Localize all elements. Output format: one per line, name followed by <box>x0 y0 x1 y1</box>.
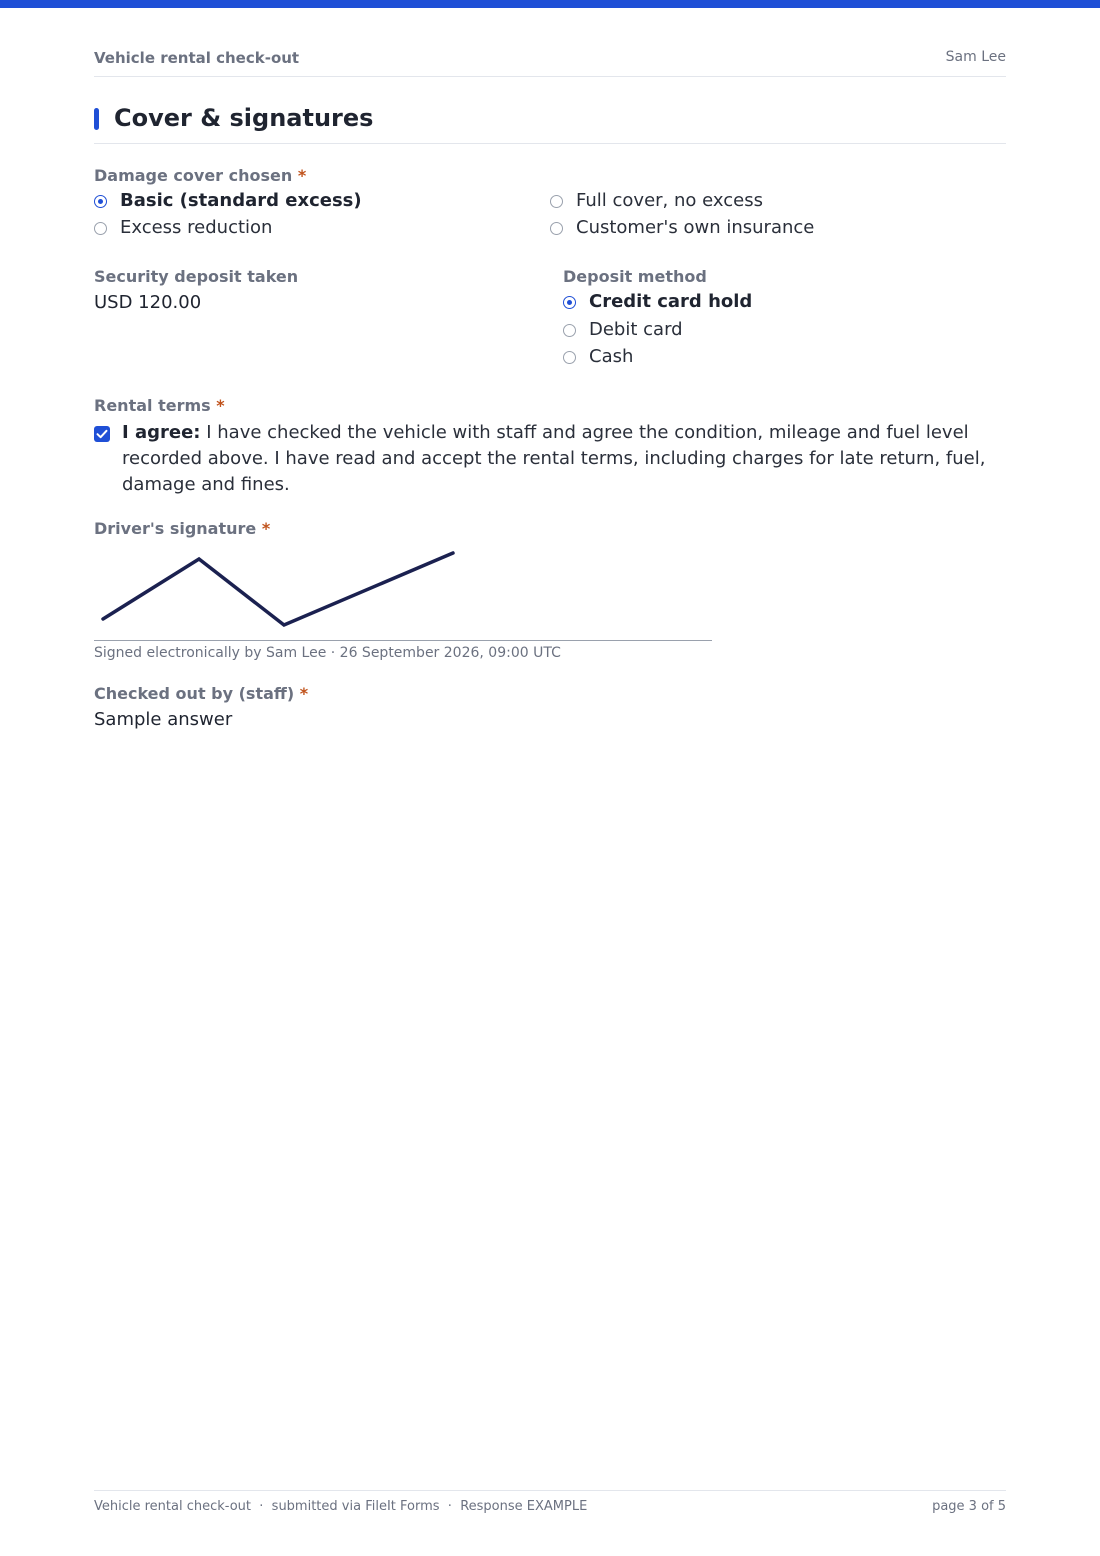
signature-pad[interactable] <box>94 546 712 640</box>
radio-unselected-icon[interactable] <box>550 195 563 208</box>
radio-selected-icon[interactable] <box>563 296 576 309</box>
option-label: Cash <box>589 346 634 367</box>
top-accent-bar <box>0 0 1100 8</box>
deposit-method-label: Deposit method <box>563 267 707 286</box>
page-header <box>94 48 1006 77</box>
deposit-value: USD 120.00 <box>94 292 202 313</box>
rental-terms-label-text: Rental terms <box>94 396 211 415</box>
user-name: Sam Lee <box>945 49 1006 65</box>
section-header <box>94 104 1006 144</box>
radio-unselected-icon[interactable] <box>563 324 576 337</box>
option-label: Basic (standard excess) <box>120 190 362 211</box>
required-marker: * <box>216 396 225 415</box>
staff-label <box>94 684 308 703</box>
rental-terms-label <box>94 396 225 415</box>
option-label: Credit card hold <box>589 291 753 312</box>
radio-selected-icon[interactable] <box>94 195 107 208</box>
damage-cover-label-text: Damage cover chosen <box>94 166 293 185</box>
option-label: Excess reduction <box>120 217 273 238</box>
signature-drawing <box>94 546 712 640</box>
signature-line <box>94 640 712 641</box>
required-marker: * <box>299 684 309 703</box>
radio-unselected-icon[interactable] <box>550 222 563 235</box>
required-marker: * <box>261 519 271 538</box>
radio-unselected-icon[interactable] <box>94 222 107 235</box>
check-icon <box>94 426 110 442</box>
staff-label-text: Checked out by (staff) <box>94 684 295 703</box>
signature-label <box>94 519 270 538</box>
section-accent-bar <box>94 108 99 130</box>
option-label: Customer's own insurance <box>576 217 815 238</box>
option-label: Full cover, no excess <box>576 190 763 211</box>
agree-lead: I agree: <box>122 422 201 443</box>
terms-text <box>122 420 1012 498</box>
terms-checkbox[interactable] <box>94 426 110 442</box>
agree-text: I have checked the vehicle with staff and agree the condition, mileage and fuel level recorded above. I have read and accept the rental terms, including charges for late return, fuel, damage and fines. <box>122 422 986 495</box>
footer-info: Vehicle rental check-out · submitted via FileIt Forms · Response EXAMPLE <box>94 1499 588 1514</box>
damage-cover-label <box>94 166 306 185</box>
section-title: Cover & signatures <box>114 104 374 132</box>
signature-label-text: Driver's signature <box>94 519 257 538</box>
staff-value: Sample answer <box>94 709 233 730</box>
deposit-label: Security deposit taken <box>94 267 299 286</box>
signature-note: Signed electronically by Sam Lee · 26 September 2026, 09:00 UTC <box>94 645 561 661</box>
required-marker: * <box>297 166 307 185</box>
page-footer <box>94 1490 1006 1521</box>
form-title: Vehicle rental check-out <box>94 49 300 67</box>
page-number: page 3 of 5 <box>932 1499 1006 1514</box>
radio-unselected-icon[interactable] <box>563 351 576 364</box>
option-label: Debit card <box>589 319 683 340</box>
